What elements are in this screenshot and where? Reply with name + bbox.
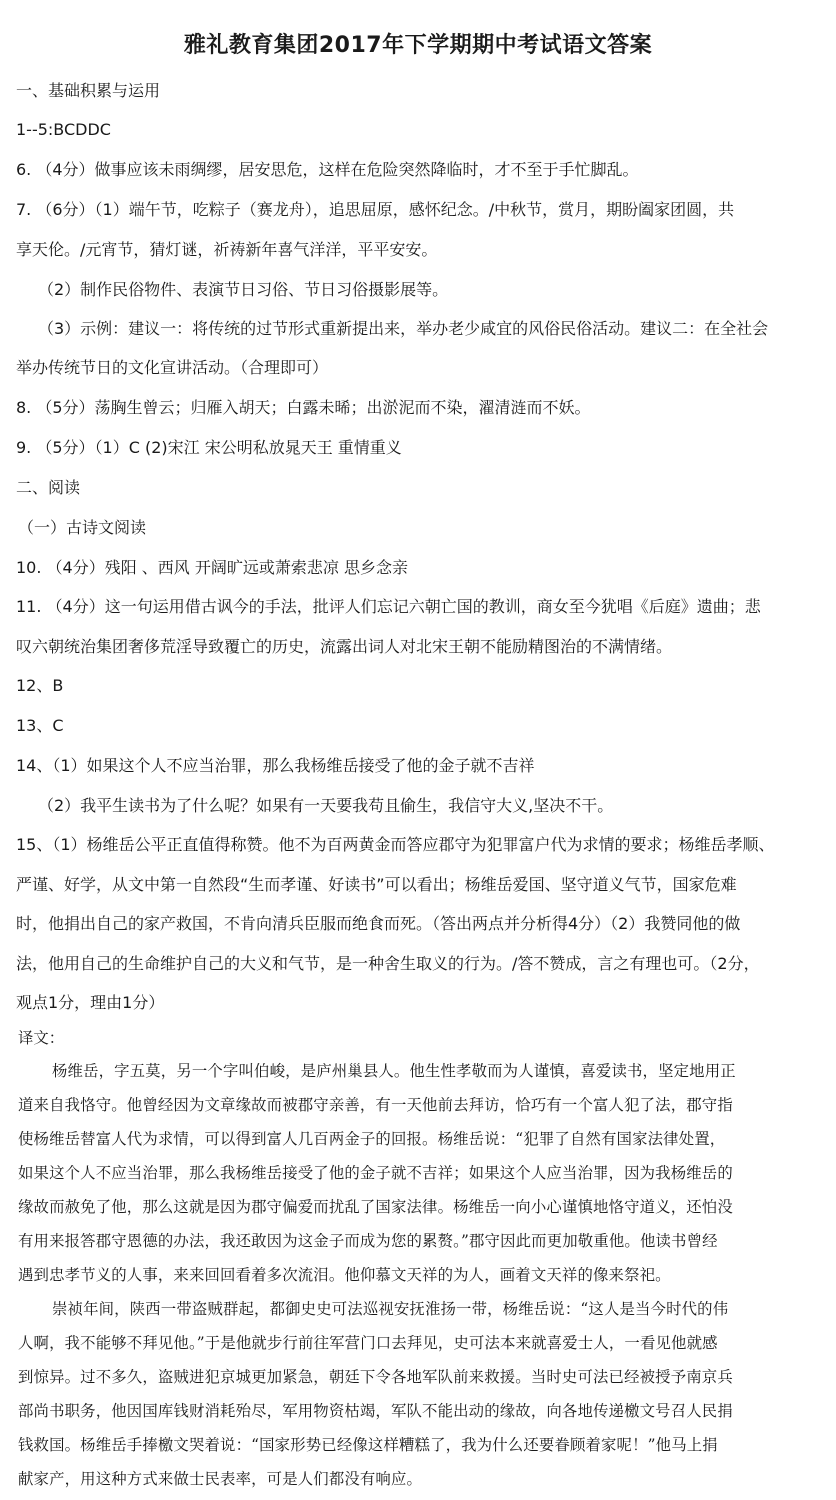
translation-line: 如果这个人不应当治罪，那么我杨维岳接受了他的金子就不吉祥；如果这个人应当治罪，因为我杨维岳的	[18, 1164, 733, 1182]
translation-line: 缘故而赦免了他，那么这就是因为郡守偏爱而扰乱了国家法律。杨维岳一向小心谨慎地恪守道义，还怕没	[18, 1198, 733, 1216]
answer-15-line-1: 15、（1）杨维岳公平正直值得称赞。他不为百两黄金而答应郡守为犯罪富户代为求情的要求；杨维岳孝顺、	[16, 835, 775, 854]
answer-7-line-1: 7. （6分）（1）端午节，吃粽子（赛龙舟），追思屈原，感怀纪念。/中秋节，赏月，期盼阖家团圆，共	[16, 200, 735, 219]
translation-line: 使杨维岳替富人代为求情，可以得到富人几百两金子的回报。杨维岳说：“犯罪了自然有国家法律处置，	[18, 1130, 726, 1148]
answer-7-line-2: 享天伦。/元宵节，猜灯谜，祈祷新年喜气洋洋，平平安安。	[16, 240, 438, 259]
answer-7-part-2: （2）制作民俗物件、表演节日习俗、节日习俗摄影展等。	[38, 280, 449, 299]
translation-line: 到惊异。过不多久，盗贼进犯京城更加紧急，朝廷下令各地军队前来救援。当时史可法已经被授予南京兵	[18, 1368, 733, 1386]
translation-line: 道来自我恪守。他曾经因为文章缘故而被郡守亲善，有一天他前去拜访，恰巧有一个富人犯了法，郡守指	[18, 1096, 733, 1114]
section-heading-basics: 一、基础积累与运用	[16, 81, 161, 100]
translation-line: 遇到忠孝节义的人事，来来回回看着多次流泪。他仰慕文天祥的为人，画着文天祥的像来祭祀。	[18, 1266, 671, 1284]
translation-line: 部尚书职务，他因国库钱财消耗殆尽，军用物资枯竭，军队不能出动的缘故，向各地传递檄文号召人民捐	[18, 1402, 733, 1420]
translation-line: 崇祯年间，陕西一带盗贼群起，都御史史可法巡视安抚淮扬一带，杨维岳说：“这人是当今时代的伟	[52, 1300, 729, 1318]
translation-label: 译文：	[18, 1029, 65, 1047]
answer-9: 9. （5分）（1）C (2)宋江 宋公明私放晁天王 重情重义	[16, 438, 402, 457]
translation-line: 人啊，我不能够不拜见他。”于是他就步行前往军营门口去拜见，史可法本来就喜爱士人，一看见他就感	[18, 1334, 718, 1352]
answer-14-part-1: 14、（1）如果这个人不应当治罪，那么我杨维岳接受了他的金子就不吉祥	[16, 756, 535, 775]
subsection-heading-classical-poetry: （一）古诗文阅读	[18, 518, 147, 537]
answer-11-line-1: 11. （4分）这一句运用借古讽今的手法，批评人们忘记六朝亡国的教训，商女至今犹唱《后庭》遗曲；悲	[16, 597, 761, 616]
translation-line: 献家产，用这种方式来做士民表率，可是人们都没有响应。	[18, 1470, 423, 1488]
section-heading-reading: 二、阅读	[16, 478, 81, 497]
answer-14-part-2: （2）我平生读书为了什么呢？如果有一天要我苟且偷生，我信守大义,坚决不干。	[38, 796, 614, 815]
document-title: 雅礼教育集团2017年下学期期中考试语文答案	[183, 33, 653, 58]
answer-13: 13、C	[16, 716, 64, 735]
translation-line: 钱救国。杨维岳手捧檄文哭着说：“国家形势已经像这样糟糕了，我为什么还要眷顾着家呢！”他马上捐	[18, 1436, 718, 1454]
answer-11-line-2: 叹六朝统治集团奢侈荒淫导致覆亡的历史，流露出词人对北宋王朝不能励精图治的不满情绪。	[16, 637, 673, 656]
answer-15-line-3: 时，他捐出自己的家产救国，不肯向清兵臣服而绝食而死。（答出两点并分析得4分）（2）我赞同他的做	[16, 914, 741, 933]
answer-1-5: 1--5:BCDDC	[16, 120, 111, 139]
answer-8: 8. （5分）荡胸生曾云；归雁入胡天；白露未晞；出淤泥而不染，濯清涟而不妖。	[16, 398, 591, 417]
answer-7-part-3-line-1: （3）示例：建议一：将传统的过节形式重新提出来，举办老少咸宜的风俗民俗活动。建议二：在全社会	[38, 319, 769, 338]
answer-10: 10. （4分）残阳 、西风 开阔旷远或萧索悲凉 思乡念亲	[16, 558, 408, 577]
translation-line: 杨维岳，字五莫，另一个字叫伯峻，是庐州巢县人。他生性孝敬而为人谨慎，喜爱读书，坚定地用正	[52, 1062, 736, 1080]
answer-15-line-2: 严谨、好学，从文中第一自然段“生而孝谨、好读书”可以看出；杨维岳爱国、坚守道义气节，国家危难	[16, 875, 737, 894]
answer-12: 12、B	[16, 676, 64, 695]
answer-7-part-3-line-2: 举办传统节日的文化宣讲活动。（合理即可）	[16, 358, 329, 377]
translation-line: 有用来报答郡守恩德的办法，我还敢因为这金子而成为您的累赘。”郡守因此而更加敬重他。他读书曾经	[18, 1232, 718, 1250]
answer-15-line-5: 观点1分，理由1分）	[16, 993, 165, 1012]
answer-15-line-4: 法，他用自己的生命维护自己的大义和气节，是一种舍生取义的行为。/答不赞成，言之有理也可。（2分，	[16, 954, 760, 973]
answer-6: 6. （4分）做事应该未雨绸缪，居安思危，这样在危险突然降临时，才不至于手忙脚乱。	[16, 160, 639, 179]
